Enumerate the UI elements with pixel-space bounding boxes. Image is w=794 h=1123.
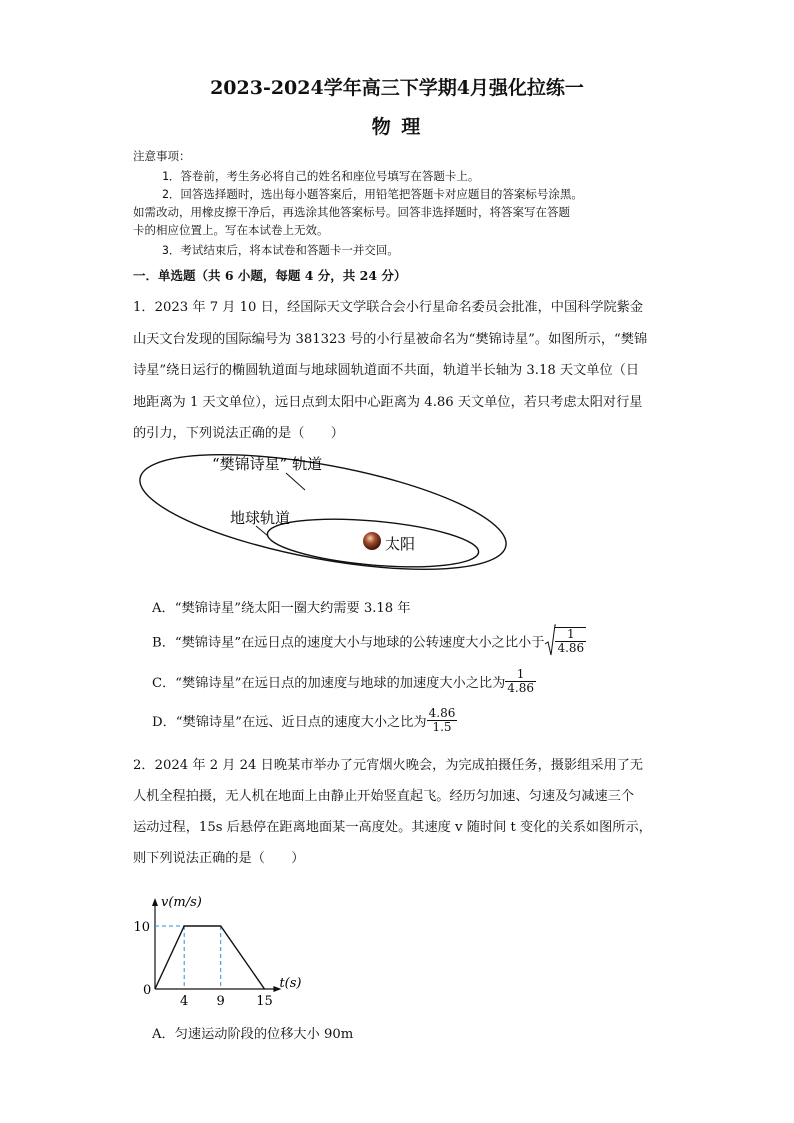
q2-line-4: 则下列说法正确的是（ ） [133,851,305,866]
subject-title: 物 理 [371,116,423,138]
notice-item-1: 1．答卷前，考生务必将自己的姓名和座位号填写在答题卡上。 [162,169,480,183]
notice-item-2-line-1: 2．回答选择题时，选出每小题答案后，用铅笔把答题卡对应题目的答案标号涂黑。 [162,187,583,201]
q1-option-b-denominator: 4.86 [557,641,585,655]
q1-option-c-text: C．“樊锦诗星”在远日点的加速度与地球的加速度大小之比为 [152,676,506,691]
orbit-diagram [130,448,520,584]
q1-line-1: 1．2023 年 7 月 10 日，经国际天文学联合会小行星命名委员会批准，中国科学院紫金 [133,300,644,315]
q1-line-3: 诗星”绕日运行的椭圆轨道面与地球圆轨道面不共面，轨道半长轴为 3.18 天文单位（日 [133,363,640,378]
notice-heading: 注意事项： [133,149,191,163]
notice-item-3: 3．考试结束后，将本试卷和答题卡一并交回。 [162,243,399,257]
earth-orbit-leader-line [256,526,268,536]
y-axis-label: v(m/s) [161,894,202,910]
earth-orbit-label: 地球轨道 [230,509,291,527]
x-axis-label: t(s) [279,976,302,991]
q1-option-a: A．“樊锦诗星”绕太阳一圈大约需要 3.18 年 [152,601,411,616]
asteroid-orbit-label: “樊锦诗星” 轨道 [212,455,323,473]
q1-option-d [152,707,457,734]
q1-option-b-numerator: 1 [555,628,586,642]
q1-option-b-text: B．“樊锦诗星”在远日点的速度大小与地球的公转速度大小之比小于 [152,635,545,651]
notice-item-2-line-3: 卡的相应位置上。写在本试卷上无效。 [133,223,329,237]
q1-option-d-numerator: 4.86 [428,706,456,720]
x-tick-label: 0 [143,983,152,998]
sun-label: 太阳 [385,535,416,553]
notice-item-2-line-2: 如需改动，用橡皮擦干净后，再选涂其他答案标号。回答非选择题时，将答案写在答题 [133,205,570,219]
y-tick-label: 10 [133,920,150,935]
q2-option-a: A．匀速运动阶段的位移大小 90m [152,1027,354,1042]
q2-line-2: 人机全程拍摄，无人机在地面上由静止开始竖直起飞。经历匀加速、匀速及匀减速三个 [133,789,635,804]
q1-option-d-denominator: 1.5 [432,720,452,734]
sun-icon [363,532,381,550]
q2-line-3: 运动过程，15s 后悬停在距离地面某一高度处。其速度 v 随时间 t 变化的关系如图所示， [133,820,652,835]
q1-option-d-text: D．“樊锦诗星”在远、近日点的速度大小之比为 [152,715,427,730]
q1-line-4: 地距离为 1 天文单位），远日点到太阳中心距离为 4.86 天文单位，若只考虑太阳对行星 [133,395,643,410]
velocity-series-line [155,926,265,989]
x-tick-label: 15 [256,994,273,1008]
q1-option-c-numerator: 1 [505,668,536,682]
q1-option-c [152,668,536,695]
q2-line-1: 2．2024 年 2 月 24 日晚某市举办了元宵烟火晚会，为完成拍摄任务，摄影组采用了无 [133,758,644,773]
x-tick-label: 4 [180,994,189,1008]
q1-line-2: 山天文台发现的国际编号为 381323 号的小行星被命名为“樊锦诗星”。如图所示，“樊锦 [133,332,648,347]
exam-title: 2023-2024学年高三下学期4月强化拉练一 [210,77,584,99]
q1-option-c-denominator: 4.86 [507,681,534,695]
x-tick-label: 9 [216,994,225,1008]
q1-line-5: 的引力，下列说法正确的是（ ） [133,426,344,441]
q1-option-d-fraction [427,707,458,734]
section-heading: 一．单选题（共 6 小题，每题 4 分，共 24 分） [133,268,407,283]
q1-option-b-fraction [555,627,586,655]
asteroid-orbit-leader-line [286,473,305,490]
q1-option-c-fraction [505,668,536,695]
y-axis-arrow-icon [152,898,158,906]
velocity-time-chart [130,866,400,1008]
q1-option-b [152,624,586,658]
